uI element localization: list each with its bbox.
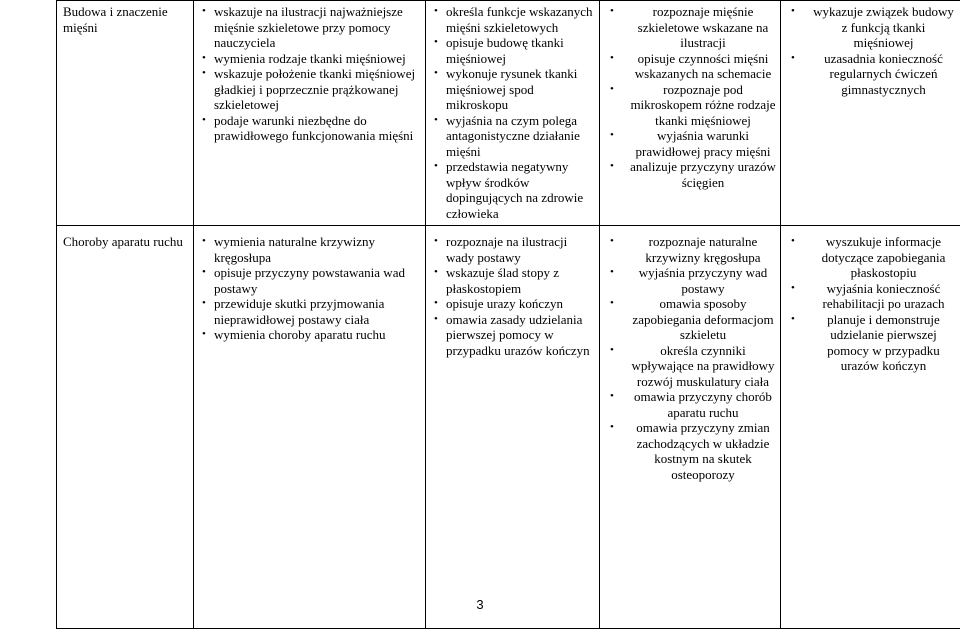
bullet-icon: •: [202, 234, 206, 250]
requirements-cell: [600, 226, 781, 629]
bullet-icon: •: [610, 296, 614, 312]
bullet-icon: •: [202, 327, 206, 343]
list-item-text: określa funkcje wskazanych mięśni szkieletowych: [446, 4, 593, 35]
bullet-icon: •: [202, 296, 206, 312]
bullet-icon: •: [610, 420, 614, 436]
list-item: [200, 265, 421, 296]
list-item-text: przewiduje skutki przyjmowania nieprawidłowej postawy ciała: [214, 296, 384, 327]
requirements-cell: [194, 1, 426, 226]
requirements-cell: [426, 1, 600, 226]
bullet-icon: •: [610, 51, 614, 67]
table-row: [57, 226, 960, 629]
list-item: [432, 66, 595, 113]
list-item-text: planuje i demonstruje udzielanie pierwszej pomocy w przypadku urazów kończyn: [827, 312, 940, 374]
bullet-list: [432, 4, 595, 221]
bullet-icon: •: [202, 66, 206, 82]
list-item: [200, 327, 421, 343]
bullet-icon: •: [610, 82, 614, 98]
list-item: [606, 265, 776, 296]
list-item-text: analizuje przyczyny urazów ścięgien: [630, 159, 776, 190]
list-item-text: wymienia naturalne krzywizny kręgosłupa: [214, 234, 375, 265]
bullet-icon: •: [202, 4, 206, 20]
bullet-icon: •: [610, 4, 614, 20]
bullet-icon: •: [434, 312, 438, 328]
bullet-list: [787, 234, 956, 374]
list-item: [606, 159, 776, 190]
bullet-icon: •: [434, 159, 438, 175]
list-item: [432, 312, 595, 359]
requirements-table: [56, 0, 960, 629]
list-item: [432, 296, 595, 312]
list-item: [432, 265, 595, 296]
bullet-icon: •: [434, 4, 438, 20]
list-item: [606, 4, 776, 51]
bullet-icon: •: [610, 343, 614, 359]
bullet-icon: •: [610, 389, 614, 405]
topic-cell: Budowa i znaczenie mięśni: [57, 1, 194, 226]
table-row: [57, 1, 960, 226]
list-item-text: wykonuje rysunek tkanki mięśniowej spod mikroskopu: [446, 66, 577, 112]
topic-cell: Choroby aparatu ruchu: [57, 226, 194, 629]
bullet-icon: •: [791, 51, 795, 67]
list-item: [200, 4, 421, 51]
list-item-text: omawia przyczyny chorób aparatu ruchu: [634, 389, 772, 420]
list-item-text: rozpoznaje mięśnie szkieletowe wskazane na ilustracji: [638, 4, 769, 50]
list-item-text: omawia przyczyny zmian zachodzących w układzie kostnym na skutek osteoporozy: [636, 420, 770, 482]
list-item-text: wyjaśnia konieczność rehabilitacji po urazach: [823, 281, 945, 312]
list-item-text: opisuje przyczyny powstawania wad postawy: [214, 265, 405, 296]
list-item-text: wymienia rodzaje tkanki mięśniowej: [214, 51, 406, 66]
list-item-text: opisuje czynności mięśni wskazanych na schemacie: [635, 51, 771, 82]
list-item: [432, 35, 595, 66]
bullet-icon: •: [610, 159, 614, 175]
bullet-icon: •: [610, 128, 614, 144]
bullet-icon: •: [434, 234, 438, 250]
list-item: [200, 113, 421, 144]
list-item: [606, 420, 776, 482]
list-item-text: wskazuje ślad stopy z płaskostopiem: [446, 265, 559, 296]
page-number: 3: [0, 597, 960, 613]
list-item: [200, 296, 421, 327]
list-item-text: wyjaśnia na czym polega antagonistyczne działanie mięśni: [446, 113, 580, 159]
list-item-text: podaje warunki niezbędne do prawidłowego funkcjonowania mięśni: [214, 113, 413, 144]
bullet-icon: •: [791, 234, 795, 250]
list-item-text: wyszukuje informacje dotyczące zapobiegania płaskostopiu: [822, 234, 946, 280]
list-item-text: przedstawia negatywny wpływ środków dopingujących na zdrowie człowieka: [446, 159, 583, 221]
requirements-cell: [426, 226, 600, 629]
list-item: [787, 234, 956, 281]
list-item: [787, 312, 956, 374]
list-item: [606, 296, 776, 343]
bullet-icon: •: [202, 51, 206, 67]
bullet-icon: •: [202, 113, 206, 129]
requirements-cell: [781, 1, 960, 226]
list-item: [606, 389, 776, 420]
list-item-text: opisuje budowę tkanki mięśniowej: [446, 35, 564, 66]
bullet-icon: •: [434, 66, 438, 82]
bullet-icon: •: [202, 265, 206, 281]
list-item: [606, 343, 776, 390]
list-item-text: wskazuje położenie tkanki mięśniowej gładkiej i poprzecznie prążkowanej szkieletowej: [214, 66, 415, 112]
list-item: [787, 4, 956, 51]
bullet-icon: •: [791, 281, 795, 297]
list-item: [200, 51, 421, 67]
list-item: [432, 113, 595, 160]
list-item: [606, 82, 776, 129]
list-item-text: rozpoznaje na ilustracji wady postawy: [446, 234, 567, 265]
list-item-text: wymienia choroby aparatu ruchu: [214, 327, 385, 342]
bullet-list: [606, 4, 776, 190]
list-item: [787, 281, 956, 312]
list-item: [432, 234, 595, 265]
list-item: [200, 234, 421, 265]
bullet-icon: •: [610, 234, 614, 250]
list-item-text: omawia zasady udzielania pierwszej pomocy w przypadku urazów kończyn: [446, 312, 590, 358]
list-item-text: rozpoznaje pod mikroskopem różne rodzaje tkanki mięśniowej: [630, 82, 775, 128]
requirements-cell: [600, 1, 781, 226]
list-item: [432, 4, 595, 35]
list-item-text: wyjaśnia warunki prawidłowej pracy mięśni: [635, 128, 770, 159]
list-item-text: wyjaśnia przyczyny wad postawy: [639, 265, 768, 296]
list-item: [200, 66, 421, 113]
list-item-text: określa czynniki wpływające na prawidłowy rozwój muskulatury ciała: [632, 343, 775, 389]
bullet-icon: •: [434, 296, 438, 312]
bullet-list: [200, 4, 421, 144]
list-item: [606, 234, 776, 265]
bullet-icon: •: [434, 113, 438, 129]
bullet-icon: •: [434, 35, 438, 51]
bullet-icon: •: [791, 4, 795, 20]
list-item-text: uzasadnia konieczność regularnych ćwiczeń gimnastycznych: [824, 51, 943, 97]
bullet-icon: •: [610, 265, 614, 281]
list-item-text: wykazuje związek budowy z funkcją tkanki mięśniowej: [813, 4, 954, 50]
list-item-text: omawia sposoby zapobiegania deformacjom szkieletu: [632, 296, 773, 342]
list-item: [606, 51, 776, 82]
bullet-icon: •: [434, 265, 438, 281]
list-item-text: opisuje urazy kończyn: [446, 296, 563, 311]
requirements-cell: [781, 226, 960, 629]
requirements-cell: [194, 226, 426, 629]
list-item: [606, 128, 776, 159]
bullet-list: [200, 234, 421, 343]
bullet-list: [432, 234, 595, 358]
bullet-list: [606, 234, 776, 482]
list-item: [432, 159, 595, 221]
list-item: [787, 51, 956, 98]
list-item-text: rozpoznaje naturalne krzywizny kręgosłupa: [645, 234, 760, 265]
bullet-icon: •: [791, 312, 795, 328]
bullet-list: [787, 4, 956, 97]
list-item-text: wskazuje na ilustracji najważniejsze mięśnie szkieletowe przy pomocy nauczyciela: [214, 4, 403, 50]
